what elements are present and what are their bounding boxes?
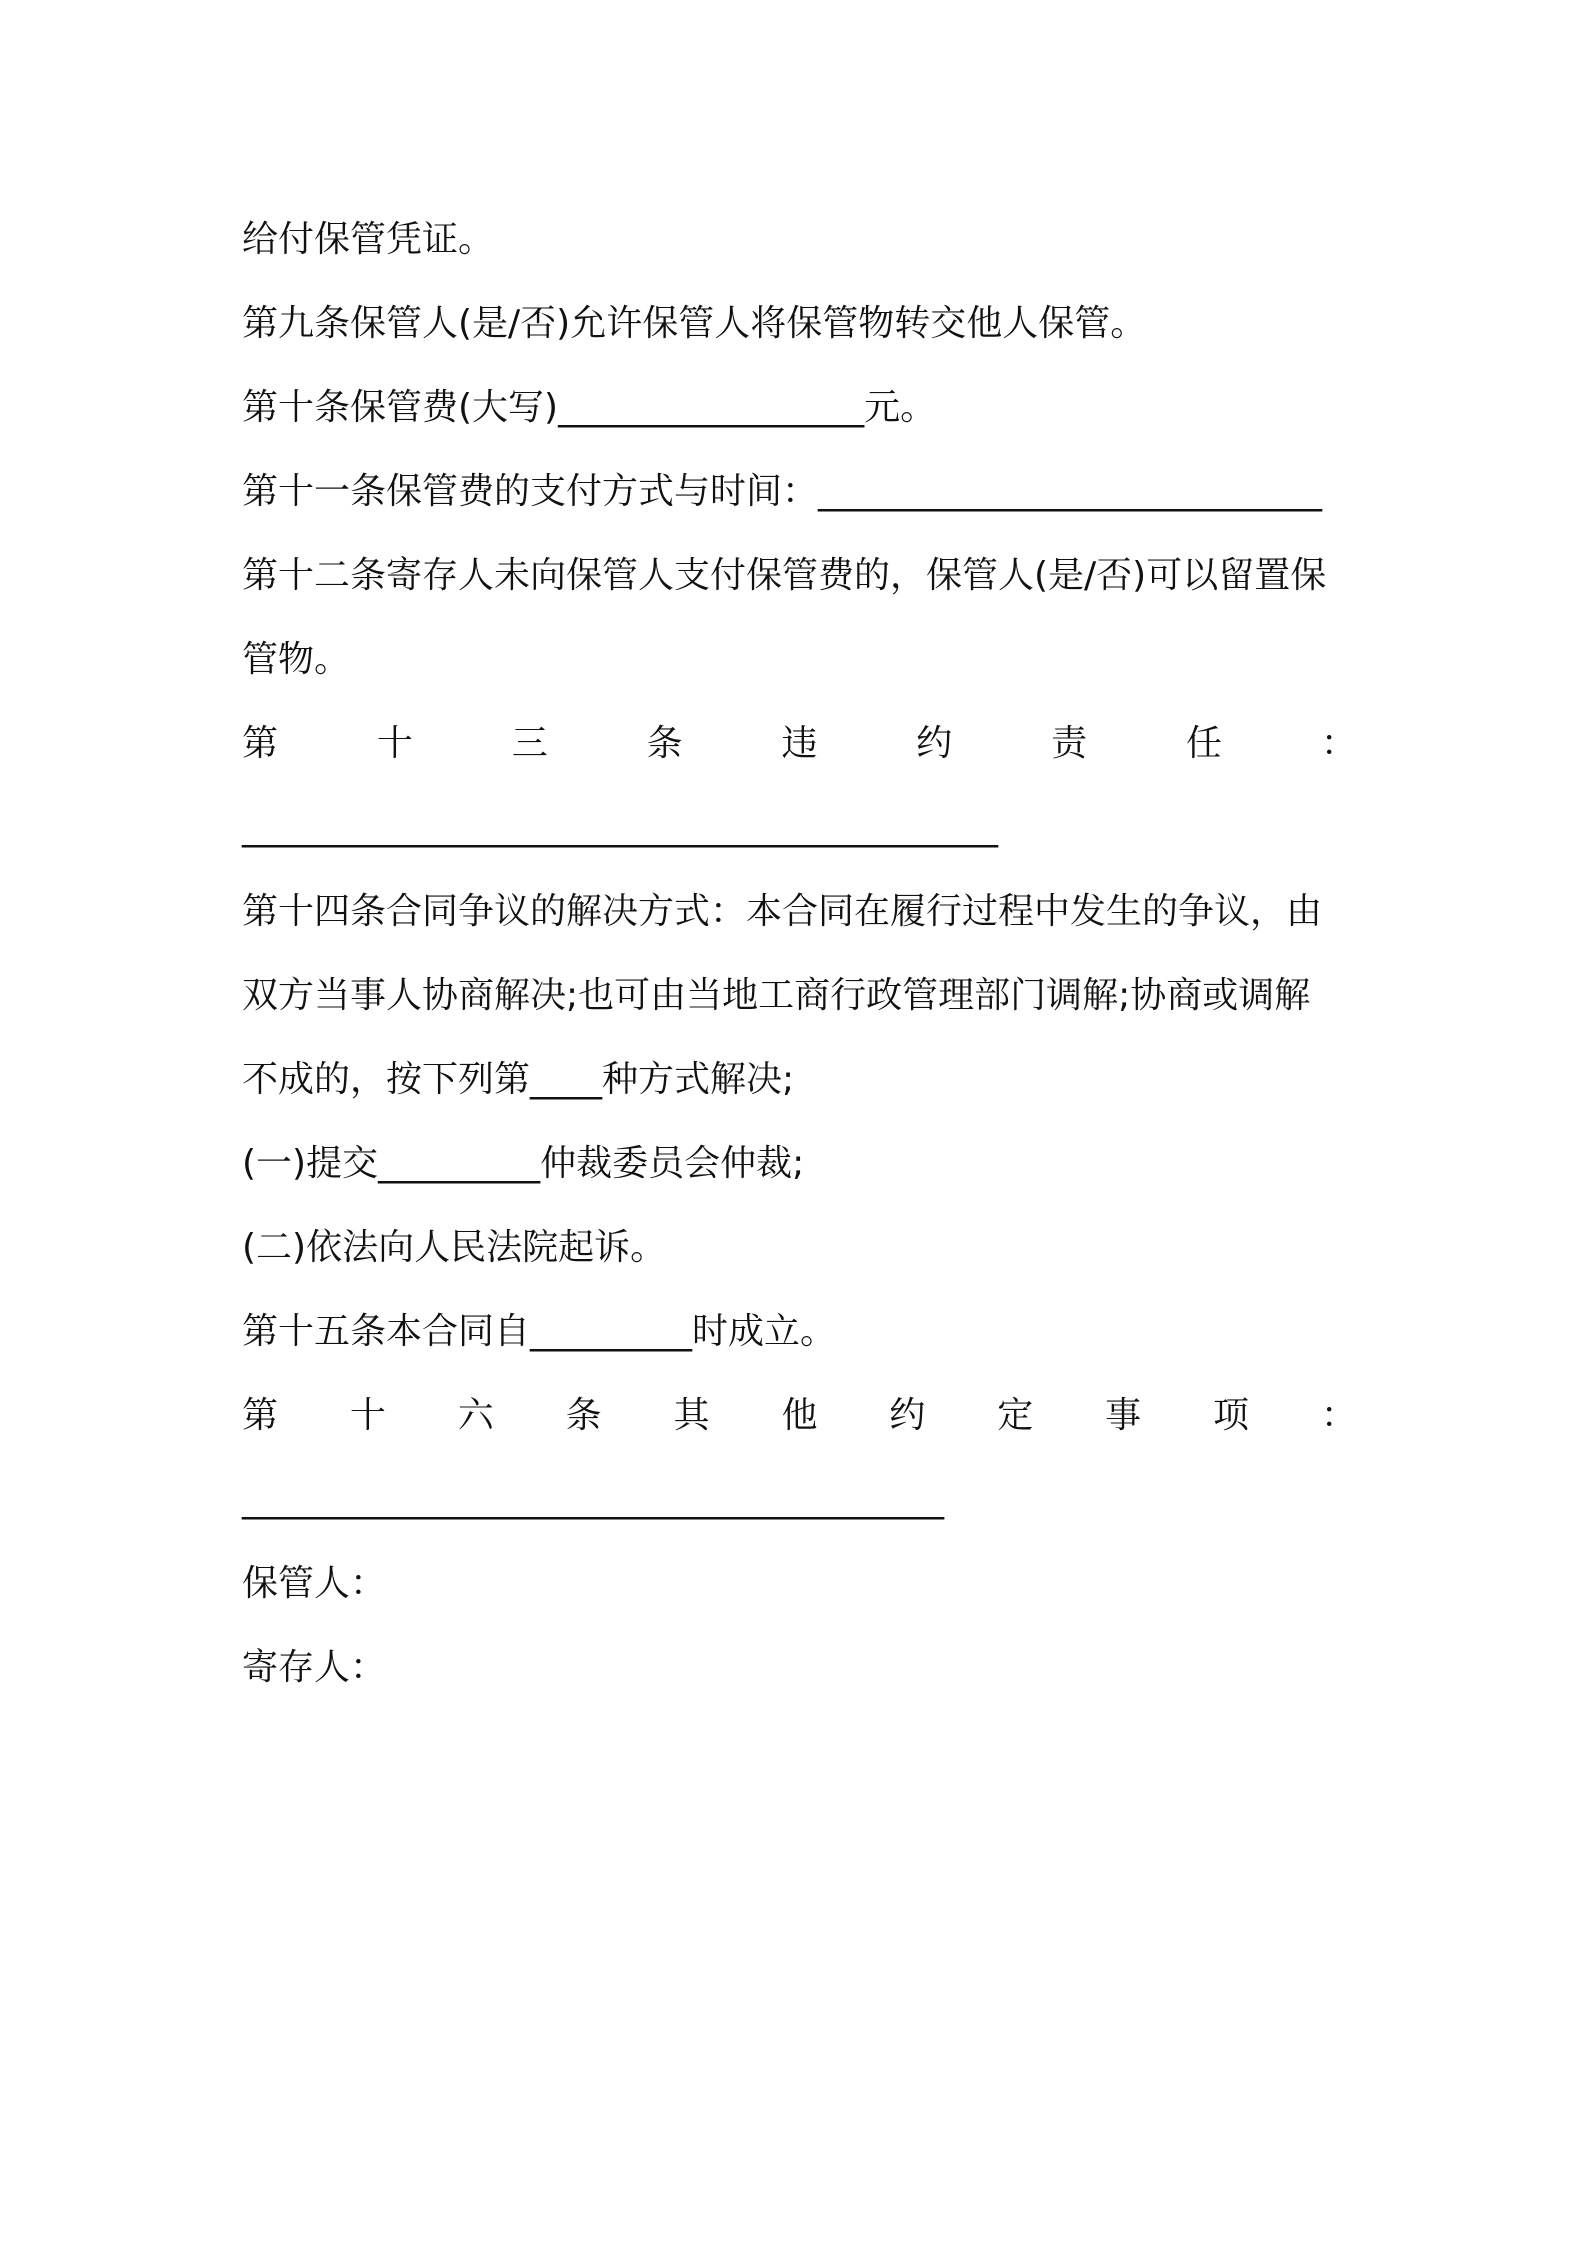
article-12: 第十二条寄存人未向保管人支付保管费的，保管人(是/否)可以留置保 <box>242 555 1327 596</box>
article-13-char: 三 <box>511 723 548 764</box>
option-1-suffix: 仲裁委员会仲裁; <box>540 1143 805 1184</box>
article-12-continued: 管物。 <box>242 639 351 680</box>
article-10-suffix: 元。 <box>864 387 937 428</box>
article-16-char: 他 <box>781 1395 818 1436</box>
article-16-char: 项 <box>1213 1395 1250 1436</box>
other-matters-blank: _______________________________________ <box>242 1479 944 1520</box>
article-13-char: 责 <box>1051 723 1088 764</box>
document-body <box>242 198 1357 1710</box>
depositor-signature-label: 寄存人： <box>242 1647 387 1688</box>
article-14: 第十四条合同争议的解决方式：本合同在履行过程中发生的争议，由 <box>242 891 1323 932</box>
article-13-char: 违 <box>781 723 818 764</box>
article-16-char: 条 <box>565 1395 602 1436</box>
breach-liability-blank: __________________________________________ <box>242 807 998 848</box>
article-16-char: 其 <box>673 1395 710 1436</box>
storage-fee-blank: _________________ <box>558 387 865 428</box>
article-16-char: 事 <box>1105 1395 1142 1436</box>
article-16-heading <box>242 1374 1357 1458</box>
article-15 <box>242 1290 1357 1374</box>
article-10-text: 第十条保管费(大写) <box>242 387 559 428</box>
article-16-char: 十 <box>349 1395 386 1436</box>
option-1-text: (一)提交 <box>242 1143 379 1184</box>
article-10 <box>242 366 1357 450</box>
arbitration-committee-blank: _________ <box>378 1143 541 1184</box>
article-16-char: 第 <box>242 1395 279 1436</box>
custodian-signature-label: 保管人： <box>242 1563 387 1604</box>
option-arbitration <box>242 1122 1357 1206</box>
article-9: 第九条保管人(是/否)允许保管人将保管物转交他人保管。 <box>242 303 1147 344</box>
article-11-text: 第十一条保管费的支付方式与时间： <box>242 471 819 512</box>
resolution-method-blank: ____ <box>530 1059 603 1100</box>
article-14-text: 不成的，按下列第 <box>242 1059 531 1100</box>
payment-method-blank: ____________________________ <box>818 471 1323 512</box>
option-litigation: (二)依法向人民法院起诉。 <box>242 1227 667 1268</box>
article-16-char: 定 <box>997 1395 1034 1436</box>
article-15-suffix: 时成立。 <box>692 1311 837 1352</box>
article-13-char: 条 <box>646 723 683 764</box>
article-13-char: ： <box>1320 723 1357 764</box>
article-14-continued-1: 双方当事人协商解决;也可由当地工商行政管理部门调解;协商或调解 <box>242 975 1311 1016</box>
article-13-char: 第 <box>242 723 279 764</box>
article-13-heading <box>242 702 1357 786</box>
article-14-continued-2 <box>242 1038 1357 1122</box>
article-13-char: 约 <box>916 723 953 764</box>
article-14-suffix: 种方式解决; <box>602 1059 795 1100</box>
article-16-char: 约 <box>889 1395 926 1436</box>
text-line-storage-voucher: 给付保管凭证。 <box>242 219 495 260</box>
article-13-char: 任 <box>1186 723 1223 764</box>
article-13-char: 十 <box>376 723 413 764</box>
article-16-char: 六 <box>457 1395 494 1436</box>
article-11 <box>242 450 1357 534</box>
article-15-text: 第十五条本合同自 <box>242 1311 531 1352</box>
effective-time-blank: _________ <box>530 1311 693 1352</box>
article-16-char: ： <box>1320 1395 1357 1436</box>
